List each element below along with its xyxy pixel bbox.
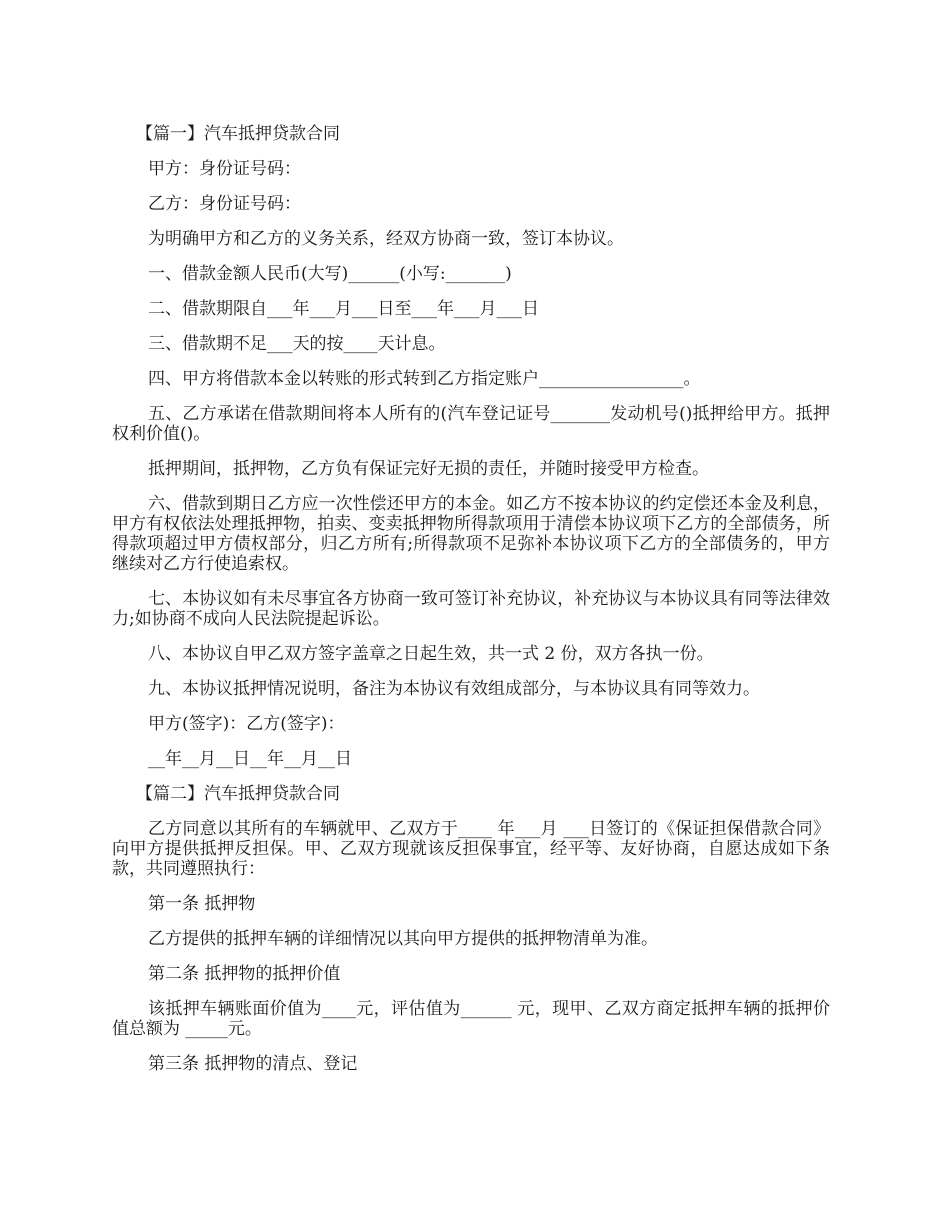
clause-4: 四、甲方将借款本金以转账的形式转到乙方指定账户_________________。 — [148, 369, 701, 389]
article-1-title: 第一条 抵押物 — [148, 894, 256, 914]
clause-5-note: 抵押期间，抵押物，乙方负有保证完好无损的责任，并随时接受甲方检查。 — [148, 459, 709, 479]
clause-3: 三、借款期不足___天的按____天计息。 — [148, 334, 446, 354]
intro-paragraph-2: 乙方同意以其所有的车辆就甲、乙双方于____ 年___月 ___日签订的《保证担保借款合同》向甲方提供抵押反担保。甲、乙双方现就该反担保事宜，经平等、友好协商，自愿达成如下条款，共同遵照执行： — [112, 819, 830, 879]
section-heading-1: 【篇一】汽车抵押贷款合同 — [136, 124, 340, 144]
clause-2: 二、借款期限自___年___月___日至___年___月___日 — [148, 299, 539, 319]
clause-8: 八、本协议自甲乙双方签字盖章之日起生效，共一式 2 份，双方各执一份。 — [148, 644, 714, 664]
party-b-line: 乙方：身份证号码： — [148, 194, 301, 214]
document-body — [112, 124, 830, 1089]
clause-5: 五、乙方承诺在借款期间将本人所有的(汽车登记证号_______发动机号()抵押给甲方。抵押权利价值()。 — [112, 404, 830, 444]
clause-9: 九、本协议抵押情况说明，备注为本协议有效组成部分，与本协议具有同等效力。 — [148, 679, 760, 699]
intro-paragraph: 为明确甲方和乙方的义务关系，经双方协商一致，签订本协议。 — [148, 229, 624, 249]
article-2-title: 第二条 抵押物的抵押价值 — [148, 964, 341, 984]
article-1-body: 乙方提供的抵押车辆的详细情况以其向甲方提供的抵押物清单为准。 — [148, 929, 658, 949]
clause-1: 一、借款金额人民币(大写)______(小写:_______) — [148, 264, 512, 284]
section-heading-2: 【篇二】汽车抵押贷款合同 — [136, 784, 340, 804]
article-3-title: 第三条 抵押物的清点、登记 — [148, 1054, 358, 1074]
clause-6: 六、借款到期日乙方应一次性偿还甲方的本金。如乙方不按本协议的约定偿还本金及利息，甲方有权依法处理抵押物，拍卖、变卖抵押物所得款项用于清偿本协议项下乙方的全部债务，所得款项超过甲方债权部分，归乙方所有;所得款项不足弥补本协议项下乙方的全部债务的，甲方继续对乙方行使追索权。 — [112, 494, 830, 574]
clause-7: 七、本协议如有未尽事宜各方协商一致可签订补充协议，补充协议与本协议具有同等法律效力;如协商不成向人民法院提起诉讼。 — [112, 589, 830, 629]
signature-line: 甲方(签字)：乙方(签字)： — [148, 714, 345, 734]
party-a-line: 甲方：身份证号码： — [148, 159, 301, 179]
signature-date-line: __年__月__日__年__月__日 — [148, 749, 352, 769]
article-2-body: 该抵押车辆账面价值为____元，评估值为______ 元，现甲、乙双方商定抵押车辆的抵押价值总额为 _____元。 — [112, 999, 830, 1039]
